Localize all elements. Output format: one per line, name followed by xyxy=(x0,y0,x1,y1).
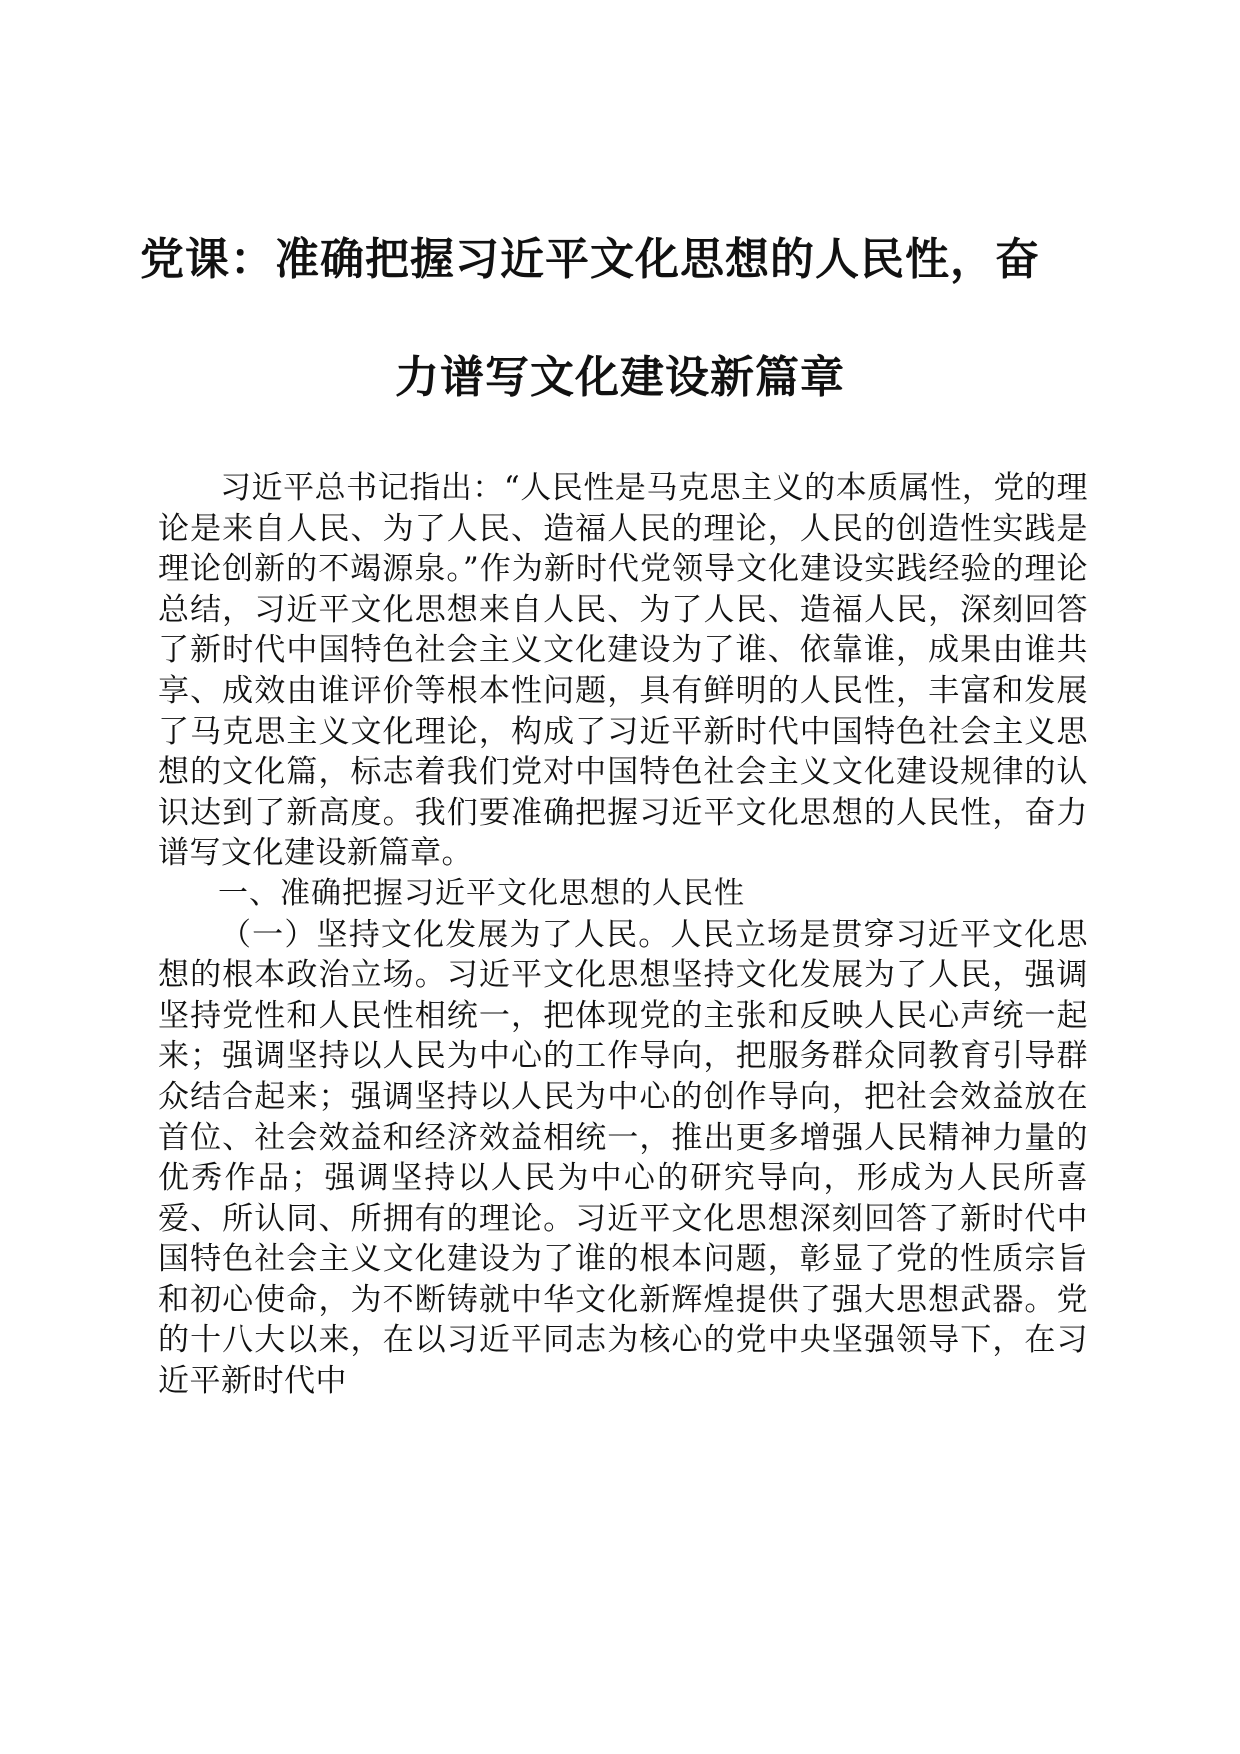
section-heading: 一、准确把握习近平文化思想的人民性 xyxy=(218,875,745,911)
document-title-line-1: 党课：准确把握习近平文化思想的人民性，奋 xyxy=(140,234,1040,285)
document-body xyxy=(158,468,1088,1402)
document-title-line-2: 力谱写文化建设新篇章 xyxy=(395,352,845,403)
intro-paragraph: 习近平总书记指出：“人民性是马克思主义的本质属性，党的理论是来自人民、为了人民、造福人民的理论，人民的创造性实践是理论创新的不竭源泉。”作为新时代党领导文化建设实践经验的理论总结，习近平文化思想来自人民、为了人民、造福人民，深刻回答了新时代中国特色社会主义文化建设为了谁、依靠谁，成果由谁共享、成效由谁评价等根本性问题，具有鲜明的人民性，丰富和发展了马克思主义文化理论，构成了习近平新时代中国特色社会主义思想的文化篇，标志着我们党对中国特色社会主义文化建设规律的认识达到了新高度。我们要准确把握习近平文化思想的人民性，奋力谱写文化建设新篇章。 xyxy=(158,470,1088,872)
subsection-paragraph: （一）坚持文化发展为了人民。人民立场是贯穿习近平文化思想的根本政治立场。习近平文化思想坚持文化发展为了人民，强调坚持党性和人民性相统一，把体现党的主张和反映人民心声统一起来；强调坚持以人民为中心的工作导向，把服务群众同教育引导群众结合起来；强调坚持以人民为中心的创作导向，把社会效益放在首位、社会效益和经济效益相统一，推出更多增强人民精神力量的优秀作品；强调坚持以人民为中心的研究导向，形成为人民所喜爱、所认同、所拥有的理论。习近平文化思想深刻回答了新时代中国特色社会主义文化建设为了谁的根本问题，彰显了党的性质宗旨和初心使命，为不断铸就中华文化新辉煌提供了强大思想武器。党的十八大以来，在以习近平同志为核心的党中央坚强领导下，在习近平新时代中 xyxy=(158,916,1088,1400)
